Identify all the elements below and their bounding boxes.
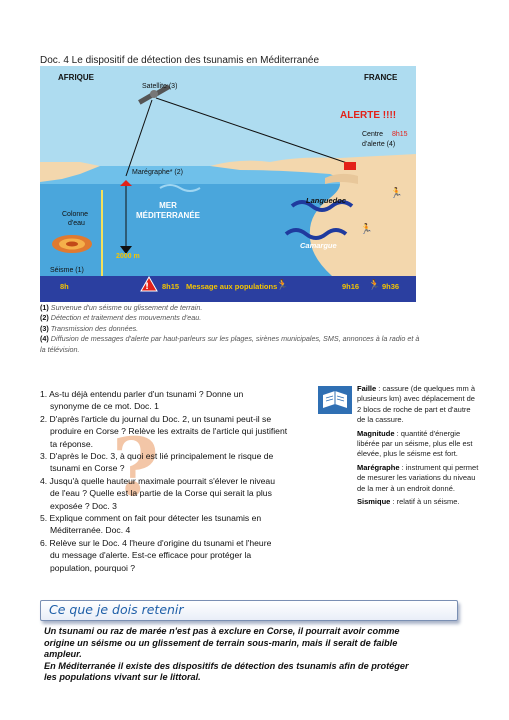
depth-label: 2000 m (116, 253, 140, 260)
question-line: exposée ? Doc. 3 (50, 500, 117, 511)
satellite-label: Satellite (3) (142, 83, 178, 90)
tsunami-detection-diagram (40, 66, 416, 302)
question-line: synonyme de ce mot. Doc. 1 (50, 401, 159, 412)
runner-icon: 🏃 (276, 280, 289, 291)
retenir-line: ampleur. (44, 649, 82, 659)
question-line: de l'eau ? Quelle est la partie de la Corse qui serait la plus (50, 488, 272, 499)
question-line: 2. D'après l'article du journal du Doc. 2, un tsunami peut-il se (40, 413, 272, 424)
question-line: Méditerranée. Doc. 4 (50, 525, 131, 536)
maregraphe-label: Marégraphe* (2) (132, 169, 183, 176)
retenir-text (44, 626, 474, 684)
glossary (357, 384, 480, 510)
question-line: tsunami en Corse ? (50, 463, 125, 474)
doc-title: Doc. 4 Le dispositif de détection des tsunamis en Méditerranée (40, 55, 320, 66)
retenir-line: origine un séisme ou un glissement de terrain sous-marin, mais il serait de faible (44, 637, 398, 648)
alerte-label: ALERTE !!!! (340, 110, 397, 121)
retenir-line: Un tsunami ou raz de marée n'est pas à exclure en Corse, il pourrait avoir comme (44, 626, 400, 636)
runner-icon: 🏃 (368, 280, 381, 291)
message-text: Message aux populations (186, 282, 278, 291)
region-afrique: AFRIQUE (58, 73, 94, 82)
questions-list (40, 388, 310, 574)
retenir-line: En Méditerranée il existe des dispositifs de détection des tsunamis afin de protéger (44, 660, 409, 671)
centre-label-a: Centre (362, 131, 384, 138)
question-line: 6. Relève sur le Doc. 4 l'heure d'origine du tsunami et l'heure (40, 537, 272, 548)
retenir-line: les populations vivant sur le littoral. (44, 672, 201, 682)
glossary-entry: Marégraphe : instrument qui permet de mesurer les variations du niveau de la mer à un endroit donné. (357, 462, 479, 493)
question-line: 5. Explique comment on fait pour détecter les tsunamis en (40, 513, 262, 524)
retenir-banner (40, 600, 458, 621)
caption-2: (2) Détection et traitement des mouvements d'eau. (40, 313, 202, 323)
time-start: 8h (60, 282, 69, 291)
question-line: ta réponse. (50, 438, 93, 449)
languedoc-label: Languedoc (306, 196, 347, 205)
question-line: 1. As-tu déjà entendu parler d'un tsunami ? Donne un (40, 389, 244, 399)
runner-icon: 🏃 (390, 188, 403, 199)
question-line: 3. D'après le Doc. 3, à quoi est lié principalement le risque de (40, 451, 274, 462)
svg-text:!: ! (144, 282, 150, 292)
time-languedoc: 9h16 (342, 282, 360, 291)
question-line: du message d'alerte. Est-ce efficace pour protéger la (50, 550, 252, 561)
caption-3: (3) Transmission des données. (40, 323, 139, 333)
question-line: produire en Corse ? Relève les extraits de l'article qui justifient (50, 426, 288, 437)
colonne-label-1: Colonne (62, 211, 89, 218)
time-camargue: 9h36 (382, 282, 400, 291)
centre-time: 8h15 (392, 131, 408, 138)
alerte-centre-building (344, 162, 356, 170)
retenir-title: Ce que je dois retenir (49, 602, 184, 617)
question-mark-watermark: ? (112, 420, 159, 514)
centre-label-b: d'alerte (4) (362, 141, 396, 148)
glossary-entry: Faille : cassure (de quelques mm à plusieurs km) avec déplacement de 2 blocs de roche de part et d'autre de la cassure. (357, 384, 475, 425)
region-france: FRANCE (364, 73, 398, 82)
book-icon (318, 386, 352, 414)
sea-label-1: MER (159, 201, 177, 210)
glossary-entry: Sismique : relatif à un séisme. (357, 497, 460, 507)
message-time: 8h15 (162, 282, 180, 291)
diagram-captions (40, 303, 420, 355)
sea-label-2: MÉDITERRANÉE (135, 211, 201, 220)
colonne-label-2: d'eau (68, 220, 85, 227)
glossary-entry: Magnitude : quantité d'énergie libérée par un séisme, plus elle est élevée, plus le séisme est fort. (357, 428, 473, 459)
question-line: population, pourquoi ? (50, 562, 136, 573)
runner-icon: 🏃 (360, 224, 373, 235)
caption-4: (4) Diffusion de messages d'alerte par haut-parleurs sur les plages, sirènes municipales, SMS, annonces à la radio et à la télévision. (40, 334, 420, 354)
caption-1: (1) Survenue d'un séisme ou glissement de terrain. (40, 303, 203, 312)
question-line: 4. Jusqu'à quelle hauteur maximale pourrait s'élever le niveau (40, 475, 275, 486)
seisme-label: Séisme (1) (50, 267, 84, 274)
camargue-label: Camargue (300, 241, 337, 250)
